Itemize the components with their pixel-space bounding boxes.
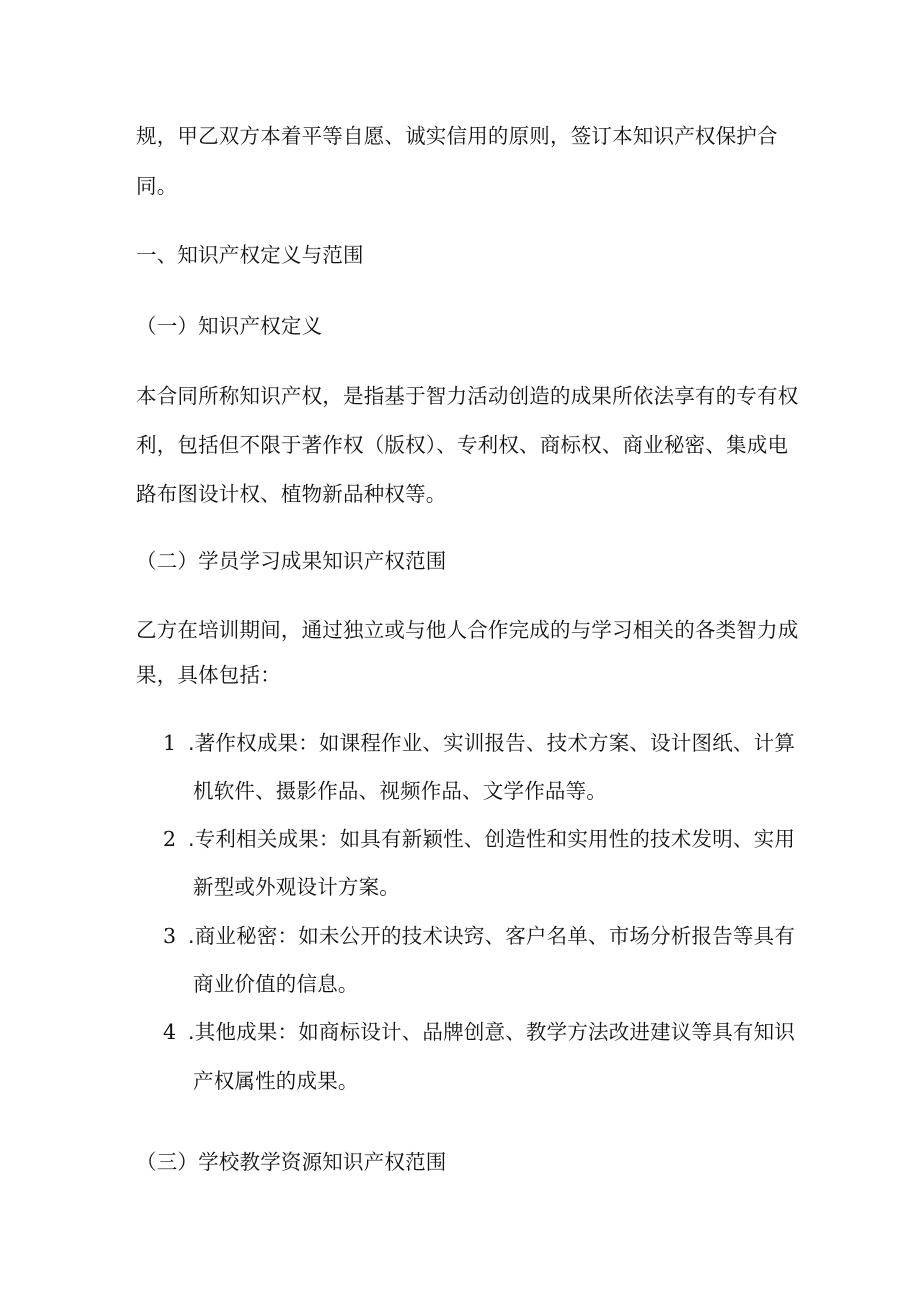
subsection-heading-3: （三）学校教学资源知识产权范围 xyxy=(136,1150,447,1174)
paragraph-line: 果，具体包括： xyxy=(136,663,281,687)
list-item-number: 2 xyxy=(163,827,177,851)
intro-line-2: 同。 xyxy=(136,174,178,198)
subsection-heading-1: （一）知识产权定义 xyxy=(136,314,323,338)
paragraph-line: 乙方在培训期间，通过独立或与他人合作完成的与学习相关的各类智力成 xyxy=(136,618,799,642)
list-item-number: 4 xyxy=(163,1020,177,1044)
list-item-line: .其他成果：如商标设计、品牌创意、教学方法改进建议等具有知识 xyxy=(188,1020,796,1044)
list-item-line: .专利相关成果：如具有新颖性、创造性和实用性的技术发明、实用 xyxy=(188,827,796,851)
list-item-line: .著作权成果：如课程作业、实训报告、技术方案、设计图纸、计算 xyxy=(188,731,796,755)
subsection-heading-2: （二）学员学习成果知识产权范围 xyxy=(136,549,447,573)
list-item-number: 1 xyxy=(163,731,177,755)
list-item-number: 3 xyxy=(163,924,177,948)
list-item-line: 产权属性的成果。 xyxy=(193,1069,359,1093)
paragraph-line: 本合同所称知识产权，是指基于智力活动创造的成果所依法享有的专有权 xyxy=(136,384,799,408)
paragraph-line: 利，包括但不限于著作权（版权）、专利权、商标权、商业秘密、集成电 xyxy=(136,433,789,457)
section-heading: 一、知识产权定义与范围 xyxy=(136,243,364,267)
list-item-line: .商业秘密：如未公开的技术诀窍、客户名单、市场分析报告等具有 xyxy=(188,924,796,948)
paragraph-line: 路布图设计权、植物新品种权等。 xyxy=(136,482,447,506)
list-item-line: 机软件、摄影作品、视频作品、文学作品等。 xyxy=(193,779,607,803)
list-item-line: 新型或外观设计方案。 xyxy=(193,875,400,899)
intro-line-1: 规，甲乙双方本着平等自愿、诚实信用的原则，签订本知识产权保护合 xyxy=(136,124,778,148)
list-item-line: 商业价值的信息。 xyxy=(193,972,359,996)
